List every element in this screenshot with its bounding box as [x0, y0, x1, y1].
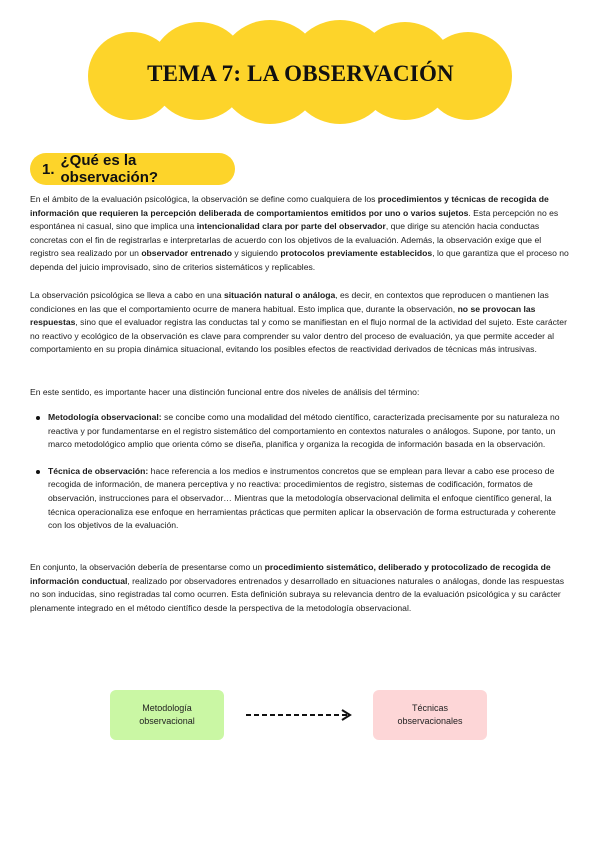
- paragraph-2: [30, 289, 570, 357]
- section-number: 1.: [42, 160, 55, 178]
- bold-run: procedimiento sistemático, deliberado y protocolizado de recogida de información conductual: [30, 562, 551, 586]
- text-run: , es decir, en contextos que reproducen o mantienen las condiciones en las que el comportamiento ocurre de manera habitual. Esto implica que, durante la observación,: [30, 290, 549, 314]
- bullet-list: [30, 411, 570, 533]
- bold-run: no se provocan las respuestas: [30, 303, 536, 328]
- bold-run: protocolos previamente establecidos: [280, 248, 433, 259]
- bullet-text: hace referencia a los medios e instrumentos concretos que se emplean para llevar a cabo ese proceso de recogida de información, de manera perceptiva y no reactiva: procedimientos de registro, sistemas de codificación, formatos de observación, instrucciones para el observador… Mientras que la metodología observacional delimita el enfoque científico general, la técnica operacionaliza ese enfoque en herramientas prácticas que permiten aplicar la observación de forma estructurada y coherente con los objetivos de la evaluación.: [48, 465, 556, 531]
- box-label-line: observacionales: [397, 716, 463, 726]
- box-label-line: Metodología: [142, 703, 192, 713]
- text-run: , que dirige su atención hacia conductas concretas con el fin de registrarlas e interpretarlas de acuerdo con los objetivos de la evaluación. Además, la observación exige que el registro sea realizado por un: [30, 221, 542, 259]
- text-run: y siguiendo: [232, 248, 281, 259]
- text-run: En el ámbito de la evaluación psicológica, la observación se define como cualquiera de los: [30, 194, 378, 204]
- text-run: . Esta percepción no es espontánea ni casual, sino que implica una: [30, 207, 559, 232]
- bullet-label: Metodología observacional:: [48, 412, 162, 422]
- box-label-line: observacional: [139, 716, 195, 726]
- page-title: TEMA 7: LA OBSERVACIÓN: [147, 61, 454, 86]
- title-banner: [88, 20, 513, 128]
- paragraph-3: [30, 386, 570, 400]
- intro-text: En este sentido, es importante hacer una distinción funcional entre dos niveles de análisis del término:: [30, 387, 420, 397]
- bold-run: intencionalidad clara por parte del observador: [196, 221, 386, 232]
- text-run: La observación psicológica se lleva a cabo en una: [30, 290, 224, 300]
- text-run: , sino que el evaluador registra las conductas tal y como se manifiestan en el flujo normal de la actividad del sujeto. Este carácter no reactivo y ecológico de la observación es clave para comprender su valor dentro del proceso de evaluación, ya que permite acceder al comportamiento en su propia dinámica situacional, evitando los posibles efectos de reactividad derivados de técnicas más intrusivas.: [30, 317, 567, 355]
- dashed-arrow-icon: [244, 706, 356, 724]
- bold-run: observador entrenado: [141, 248, 233, 259]
- bold-run: situación natural o análoga: [223, 290, 336, 300]
- techniques-box: [373, 690, 487, 740]
- bold-run: procedimientos y técnicas de recogida de información que requieren la percepción deliberada de comportamientos emitidos por uno o varios sujetos: [30, 194, 549, 218]
- paragraph-4: [30, 561, 570, 615]
- box-label-line: Técnicas: [411, 703, 448, 713]
- bullet-icon: [36, 470, 40, 474]
- section-heading: [30, 153, 235, 185]
- paragraph-1: [30, 193, 570, 275]
- section-title: ¿Qué es la observación?: [60, 152, 159, 186]
- bullet-icon: [36, 416, 40, 420]
- text-run: En conjunto, la observación debería de presentarse como un: [30, 562, 265, 572]
- list-item: [30, 465, 570, 533]
- methodology-box: [110, 690, 224, 740]
- text-run: , lo que garantiza que el proceso no dependa del juicio improvisado, sino de criterios sistemáticos y replicables.: [30, 248, 569, 272]
- bullet-text: se concibe como una modalidad del método científico, caracterizada precisamente por su naturaleza no reactiva y por fundamentarse en el registro sistemático del comportamiento en contextos naturales o análogos. Supone, por tanto, un marco metodológico amplio que orienta cómo se diseña, planifica y organiza la recogida de información basada en la observación.: [48, 412, 560, 450]
- text-run: , realizado por observadores entrenados y desarrollado en situaciones naturales o análogas, donde las respuestas no son inducidas, sino registradas tal como ocurren. Esta definición subraya su relevancia dentro de la evaluación psicológica y su carácter plenamente integrado en el método científico desde la perspectiva de la metodología observacional.: [30, 575, 565, 613]
- list-item: [30, 411, 570, 452]
- bullet-label: Técnica de observación:: [48, 465, 149, 476]
